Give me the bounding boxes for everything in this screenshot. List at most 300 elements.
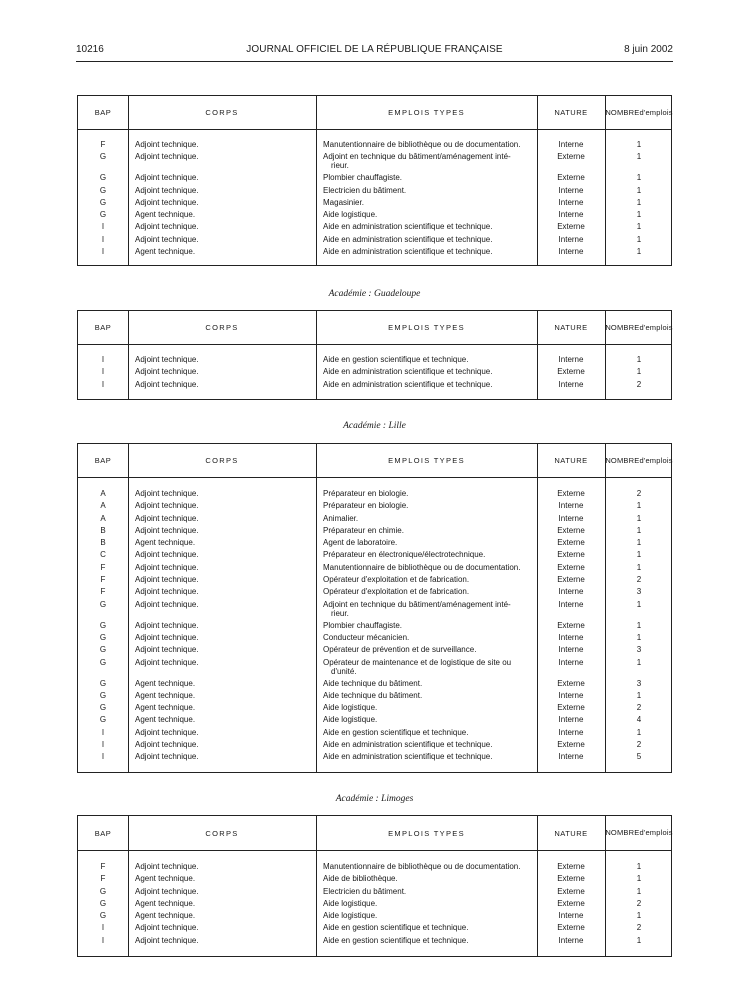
nature-value: Interne	[558, 690, 584, 700]
corps-name: Adjoint technique.	[135, 645, 199, 655]
nombre-value: 2	[636, 489, 642, 498]
bap-code: F	[100, 575, 106, 585]
nombre-value: 1	[636, 367, 642, 377]
nombre-value: 1	[636, 690, 642, 700]
emploi-type-continuation: d'unité.	[331, 666, 357, 676]
bap-code: G	[99, 620, 107, 630]
corps-name: Agent technique.	[135, 715, 196, 725]
table-row	[78, 586, 671, 598]
bap-code: B	[100, 525, 106, 535]
table-row	[78, 549, 671, 561]
emploi-type-line: Aide en administration scientifique et technique.	[323, 367, 493, 377]
column-header-corps: CORPS	[205, 108, 239, 117]
corps-name: Adjoint technique.	[135, 862, 199, 871]
bap-code: I	[101, 379, 105, 389]
table-row	[78, 620, 671, 632]
table-row	[78, 151, 671, 172]
table-row	[78, 234, 671, 246]
table-row	[78, 632, 671, 644]
table-row	[78, 185, 671, 197]
emploi-type	[323, 691, 533, 700]
bap-code: G	[99, 898, 107, 908]
emploi-type-line: Aide en administration scientifique et technique.	[323, 222, 493, 232]
emploi-type-line: Aide en administration scientifique et technique.	[323, 234, 493, 244]
bap-code: G	[99, 911, 107, 921]
emploi-type-line: Plombier chauffagiste.	[323, 620, 403, 630]
column-header-nombre	[605, 311, 673, 344]
nombre-value: 1	[636, 862, 642, 871]
nature-value: Externe	[557, 874, 585, 884]
emploi-type-line: Conducteur mécanicien.	[323, 632, 410, 642]
column-header-emplois-types: EMPLOIS TYPES	[388, 456, 465, 465]
emploi-type-line: Aide en gestion scientifique et technique.	[323, 935, 469, 945]
nombre-value: 1	[636, 355, 642, 364]
emploi-type-line: Aide logistique.	[323, 898, 378, 908]
corps-name: Adjoint technique.	[135, 152, 199, 162]
nombre-value: 1	[636, 222, 642, 232]
table-body	[78, 354, 671, 391]
table-row	[78, 935, 671, 947]
emploi-type-line: Plombier chauffagiste.	[323, 173, 403, 183]
nombre-value: 1	[636, 525, 642, 535]
bap-code: G	[99, 715, 107, 725]
nombre-value: 3	[636, 645, 642, 655]
table-row	[78, 739, 671, 751]
emploi-type-line: Aide en administration scientifique et technique.	[323, 740, 493, 750]
corps-name: Adjoint technique.	[135, 599, 199, 609]
emploi-type-line: Aide en gestion scientifique et technique.	[323, 355, 469, 364]
table-row	[78, 861, 671, 873]
bap-code: G	[99, 197, 107, 207]
nombre-value: 1	[636, 562, 642, 572]
nombre-value: 1	[636, 152, 642, 162]
emploi-type-continuation: rieur.	[331, 608, 349, 618]
column-header-bap: BAP	[94, 456, 112, 465]
bap-code: I	[101, 923, 105, 933]
corps-name: Agent technique.	[135, 898, 196, 908]
table-row	[78, 644, 671, 656]
emploi-type	[323, 380, 533, 389]
corps-name: Adjoint technique.	[135, 740, 199, 750]
bap-code: I	[101, 727, 105, 737]
emploi-type	[323, 936, 533, 945]
nature-value: Interne	[558, 752, 584, 762]
corps-name: Adjoint technique.	[135, 752, 199, 762]
corps-name: Agent technique.	[135, 690, 196, 700]
emploi-type-line: Animalier.	[323, 513, 359, 523]
nature-value: Interne	[558, 501, 584, 511]
nature-value: Interne	[558, 632, 584, 642]
emploi-type-line: Aide logistique.	[323, 703, 378, 713]
emplois-label: d'emplois	[639, 107, 673, 117]
emploi-type	[323, 563, 533, 572]
academie-title: Académie : Limoges	[335, 794, 414, 804]
column-header-nature: NATURE	[554, 456, 588, 465]
emploi-type	[323, 633, 533, 642]
table-header	[78, 816, 671, 851]
table-row	[78, 221, 671, 233]
table-row	[78, 246, 671, 258]
nombre-value: 1	[636, 599, 642, 609]
table-row	[78, 562, 671, 574]
bap-code: F	[100, 587, 106, 597]
academie-title: Académie : Lille	[343, 421, 406, 431]
table-row	[78, 910, 671, 922]
corps-name: Adjoint technique.	[135, 173, 199, 183]
nombre-value: 5	[636, 752, 642, 762]
emploi-type-line: Aide en administration scientifique et technique.	[323, 379, 493, 389]
nombre-value: 1	[636, 538, 642, 548]
nombre-value: 1	[636, 140, 642, 149]
corps-name: Adjoint technique.	[135, 489, 199, 498]
emploi-type-line: Aide technique du bâtiment.	[323, 690, 423, 700]
bap-code: I	[101, 367, 105, 377]
nature-value: Interne	[558, 247, 584, 257]
emploi-type	[323, 862, 533, 871]
bap-code: I	[101, 740, 105, 750]
bap-code: G	[99, 632, 107, 642]
nature-value: Interne	[558, 379, 584, 389]
nature-value: Interne	[558, 587, 584, 597]
nature-value: Externe	[557, 550, 585, 560]
nombre-value: 1	[636, 210, 642, 220]
emploi-type-line: Manutentionnaire de bibliothèque ou de documentation.	[323, 140, 521, 149]
emploi-type-line: Préparateur en électronique/électrotechnique.	[323, 550, 486, 560]
emploi-type-line: Aide en administration scientifique et technique.	[323, 247, 493, 257]
emploi-type-line: Préparateur en chimie.	[323, 525, 404, 535]
corps-name: Agent technique.	[135, 874, 196, 884]
bap-code: F	[100, 140, 106, 149]
corps-name: Adjoint technique.	[135, 620, 199, 630]
bap-code: A	[100, 501, 106, 511]
nombre-label: NOMBRE	[605, 455, 640, 465]
corps-name: Adjoint technique.	[135, 657, 199, 667]
nature-value: Externe	[557, 222, 585, 232]
corps-name: Adjoint technique.	[135, 727, 199, 737]
corps-name: Adjoint technique.	[135, 525, 199, 535]
table-row	[78, 714, 671, 726]
emploi-type-line: Adjoint en technique du bâtiment/aménagement inté-	[323, 152, 511, 162]
bap-code: I	[101, 234, 105, 244]
emploi-type	[323, 152, 533, 170]
emploi-type	[323, 526, 533, 535]
nombre-value: 2	[636, 740, 642, 750]
nombre-value: 1	[636, 185, 642, 195]
bap-code: I	[101, 222, 105, 232]
corps-name: Adjoint technique.	[135, 513, 199, 523]
nombre-value: 2	[636, 923, 642, 933]
column-header-nature: NATURE	[554, 323, 588, 332]
nature-value: Externe	[557, 152, 585, 162]
bap-code: G	[99, 173, 107, 183]
nature-value: Interne	[558, 657, 584, 667]
nombre-label: NOMBRE	[605, 828, 640, 837]
emploi-type-line: Electricien du bâtiment.	[323, 185, 407, 195]
emplois-label: d'emplois	[639, 455, 673, 465]
corps-name: Adjoint technique.	[135, 550, 199, 560]
table-row	[78, 898, 671, 910]
table-row	[78, 678, 671, 690]
nature-value: Interne	[558, 911, 584, 921]
bap-code: G	[99, 690, 107, 700]
emploi-type	[323, 587, 533, 596]
nature-value: Interne	[558, 140, 584, 149]
emploi-type-line: Adjoint en technique du bâtiment/aménagement inté-	[323, 599, 511, 609]
emploi-type-line: Préparateur en biologie.	[323, 489, 409, 498]
emploi-type	[323, 600, 533, 618]
bap-code: G	[99, 185, 107, 195]
corps-name: Adjoint technique.	[135, 587, 199, 597]
table-body	[78, 139, 671, 258]
emploi-type	[323, 575, 533, 584]
corps-name: Adjoint technique.	[135, 222, 199, 232]
bap-code: F	[100, 874, 106, 884]
page-number: 10216	[76, 44, 104, 55]
table-row	[78, 690, 671, 702]
corps-name: Adjoint technique.	[135, 355, 199, 364]
corps-name: Agent technique.	[135, 538, 196, 548]
emploi-type-line: Aide logistique.	[323, 210, 378, 220]
table-row	[78, 366, 671, 378]
nature-value: Externe	[557, 923, 585, 933]
bap-code: F	[100, 862, 106, 871]
table-row	[78, 379, 671, 391]
table-body	[78, 488, 671, 764]
corps-name: Agent technique.	[135, 247, 196, 257]
nature-value: Externe	[557, 740, 585, 750]
emploi-type	[323, 198, 533, 207]
bap-code: G	[99, 678, 107, 688]
column-header-corps: CORPS	[205, 828, 239, 838]
nombre-value: 1	[636, 247, 642, 257]
nombre-value: 2	[636, 898, 642, 908]
column-header-corps: CORPS	[205, 323, 239, 332]
emploi-type	[323, 728, 533, 737]
table-row	[78, 886, 671, 898]
nature-value: Interne	[558, 715, 584, 725]
corps-name: Adjoint technique.	[135, 562, 199, 572]
academie-title: Académie : Guadeloupe	[328, 289, 421, 299]
emploi-type	[323, 740, 533, 749]
column-header-nature: NATURE	[554, 108, 588, 117]
column-header-nature: NATURE	[554, 828, 588, 838]
nombre-value: 1	[636, 874, 642, 884]
emploi-type	[323, 355, 533, 364]
table-row	[78, 537, 671, 549]
nature-value: Externe	[557, 575, 585, 585]
table-row	[78, 139, 671, 151]
nombre-value: 1	[636, 620, 642, 630]
nature-value: Externe	[557, 538, 585, 548]
corps-name: Adjoint technique.	[135, 886, 199, 896]
emploi-type	[323, 173, 533, 182]
emploi-type	[323, 923, 533, 932]
emplois-table	[77, 310, 672, 400]
bap-code: C	[100, 550, 106, 560]
emplois-label: d'emplois	[639, 322, 673, 332]
nombre-value: 1	[636, 550, 642, 560]
emploi-type	[323, 887, 533, 896]
nature-value: Externe	[557, 678, 585, 688]
table-row	[78, 172, 671, 184]
nature-value: Externe	[557, 898, 585, 908]
nature-value: Externe	[557, 173, 585, 183]
table-row	[78, 702, 671, 714]
nature-value: Interne	[558, 645, 584, 655]
emploi-type-line: Aide en gestion scientifique et technique.	[323, 727, 469, 737]
table-row	[78, 873, 671, 885]
column-header-bap: BAP	[94, 108, 112, 117]
nombre-value: 2	[636, 703, 642, 713]
nombre-value: 1	[636, 911, 642, 921]
emploi-type-continuation: rieur.	[331, 161, 349, 171]
emploi-type	[323, 140, 533, 149]
emploi-type	[323, 703, 533, 712]
header-rule	[76, 61, 673, 62]
journal-title: JOURNAL OFFICIEL DE LA RÉPUBLIQUE FRANÇAISE	[246, 44, 503, 55]
corps-name: Adjoint technique.	[135, 367, 199, 377]
table-row	[78, 599, 671, 620]
nombre-value: 2	[636, 379, 642, 389]
table-header	[78, 96, 671, 130]
bap-code: B	[100, 538, 106, 548]
table-row	[78, 751, 671, 763]
table-row	[78, 525, 671, 537]
bap-code: G	[99, 886, 107, 896]
bap-code: G	[99, 210, 107, 220]
corps-name: Adjoint technique.	[135, 234, 199, 244]
emploi-type	[323, 210, 533, 219]
bap-code: G	[99, 645, 107, 655]
column-header-emplois-types: EMPLOIS TYPES	[388, 108, 465, 117]
column-header-nombre	[605, 816, 673, 850]
table-row	[78, 500, 671, 512]
column-header-bap: BAP	[94, 828, 112, 838]
emploi-type-line: Manutentionnaire de bibliothèque ou de documentation.	[323, 562, 521, 572]
nombre-label: NOMBRE	[605, 107, 640, 117]
table-header	[78, 444, 671, 478]
corps-name: Adjoint technique.	[135, 140, 199, 149]
emploi-type	[323, 752, 533, 761]
emploi-type	[323, 645, 533, 654]
emploi-type	[323, 621, 533, 630]
emploi-type-line: Opérateur d'exploitation et de fabrication.	[323, 587, 470, 597]
bap-code: F	[100, 562, 106, 572]
corps-name: Adjoint technique.	[135, 197, 199, 207]
table-header	[78, 311, 671, 345]
corps-name: Agent technique.	[135, 678, 196, 688]
corps-name: Agent technique.	[135, 210, 196, 220]
bap-code: G	[99, 152, 107, 162]
nature-value: Interne	[558, 210, 584, 220]
nature-value: Interne	[558, 513, 584, 523]
nombre-value: 1	[636, 197, 642, 207]
nature-value: Interne	[558, 599, 584, 609]
nature-value: Externe	[557, 620, 585, 630]
emploi-type-line: Opérateur de prévention et de surveillance.	[323, 645, 477, 655]
corps-name: Adjoint technique.	[135, 923, 199, 933]
table-row	[78, 727, 671, 739]
column-header-corps: CORPS	[205, 456, 239, 465]
emplois-table	[77, 95, 672, 266]
nature-value: Externe	[557, 562, 585, 572]
emploi-type-line: Agent de laboratoire.	[323, 538, 398, 548]
emplois-table	[77, 443, 672, 773]
bap-code: A	[100, 513, 106, 523]
nature-value: Externe	[557, 862, 585, 871]
emploi-type	[323, 235, 533, 244]
nombre-value: 4	[636, 715, 642, 725]
nombre-value: 2	[636, 575, 642, 585]
emploi-type-line: Aide logistique.	[323, 715, 378, 725]
bap-code: I	[101, 935, 105, 945]
emploi-type-line: Electricien du bâtiment.	[323, 886, 407, 896]
emploi-type-line: Aide de bibliothèque.	[323, 874, 398, 884]
emploi-type-line: Opérateur d'exploitation et de fabrication.	[323, 575, 470, 585]
emploi-type	[323, 514, 533, 523]
corps-name: Adjoint technique.	[135, 501, 199, 511]
emploi-type	[323, 501, 533, 510]
nature-value: Interne	[558, 185, 584, 195]
bap-code: A	[100, 489, 106, 498]
emploi-type-line: Opérateur de maintenance et de logistique de site ou	[323, 657, 512, 667]
table-row	[78, 922, 671, 934]
emplois-label: d'emplois	[639, 828, 673, 837]
nombre-value: 1	[636, 935, 642, 945]
emplois-table	[77, 815, 672, 957]
corps-name: Adjoint technique.	[135, 185, 199, 195]
emploi-type	[323, 679, 533, 688]
nature-value: Externe	[557, 886, 585, 896]
nombre-value: 1	[636, 501, 642, 511]
emploi-type-line: Aide en administration scientifique et technique.	[323, 752, 493, 762]
table-row	[78, 354, 671, 366]
table-body	[78, 861, 671, 947]
bap-code: G	[99, 599, 107, 609]
publication-date: 8 juin 2002	[624, 44, 673, 55]
bap-code: G	[99, 657, 107, 667]
nature-value: Externe	[557, 703, 585, 713]
emploi-type-line: Aide logistique.	[323, 911, 378, 921]
emploi-type	[323, 367, 533, 376]
nature-value: Interne	[558, 727, 584, 737]
nature-value: Externe	[557, 489, 585, 498]
table-row	[78, 209, 671, 221]
corps-name: Adjoint technique.	[135, 379, 199, 389]
column-header-nombre	[605, 96, 673, 129]
column-header-emplois-types: EMPLOIS TYPES	[388, 828, 465, 838]
emploi-type-line: Aide en gestion scientifique et technique.	[323, 923, 469, 933]
table-row	[78, 657, 671, 678]
nombre-value: 1	[636, 173, 642, 183]
emploi-type-line: Aide technique du bâtiment.	[323, 678, 423, 688]
nombre-value: 1	[636, 632, 642, 642]
corps-name: Adjoint technique.	[135, 632, 199, 642]
table-row	[78, 574, 671, 586]
emploi-type	[323, 899, 533, 908]
emploi-type	[323, 222, 533, 231]
table-row	[78, 513, 671, 525]
nombre-value: 1	[636, 727, 642, 737]
nature-value: Externe	[557, 525, 585, 535]
nombre-value: 3	[636, 678, 642, 688]
corps-name: Agent technique.	[135, 703, 196, 713]
corps-name: Adjoint technique.	[135, 935, 199, 945]
nombre-value: 3	[636, 587, 642, 597]
emploi-type	[323, 874, 533, 883]
emploi-type	[323, 550, 533, 559]
emploi-type	[323, 489, 533, 498]
